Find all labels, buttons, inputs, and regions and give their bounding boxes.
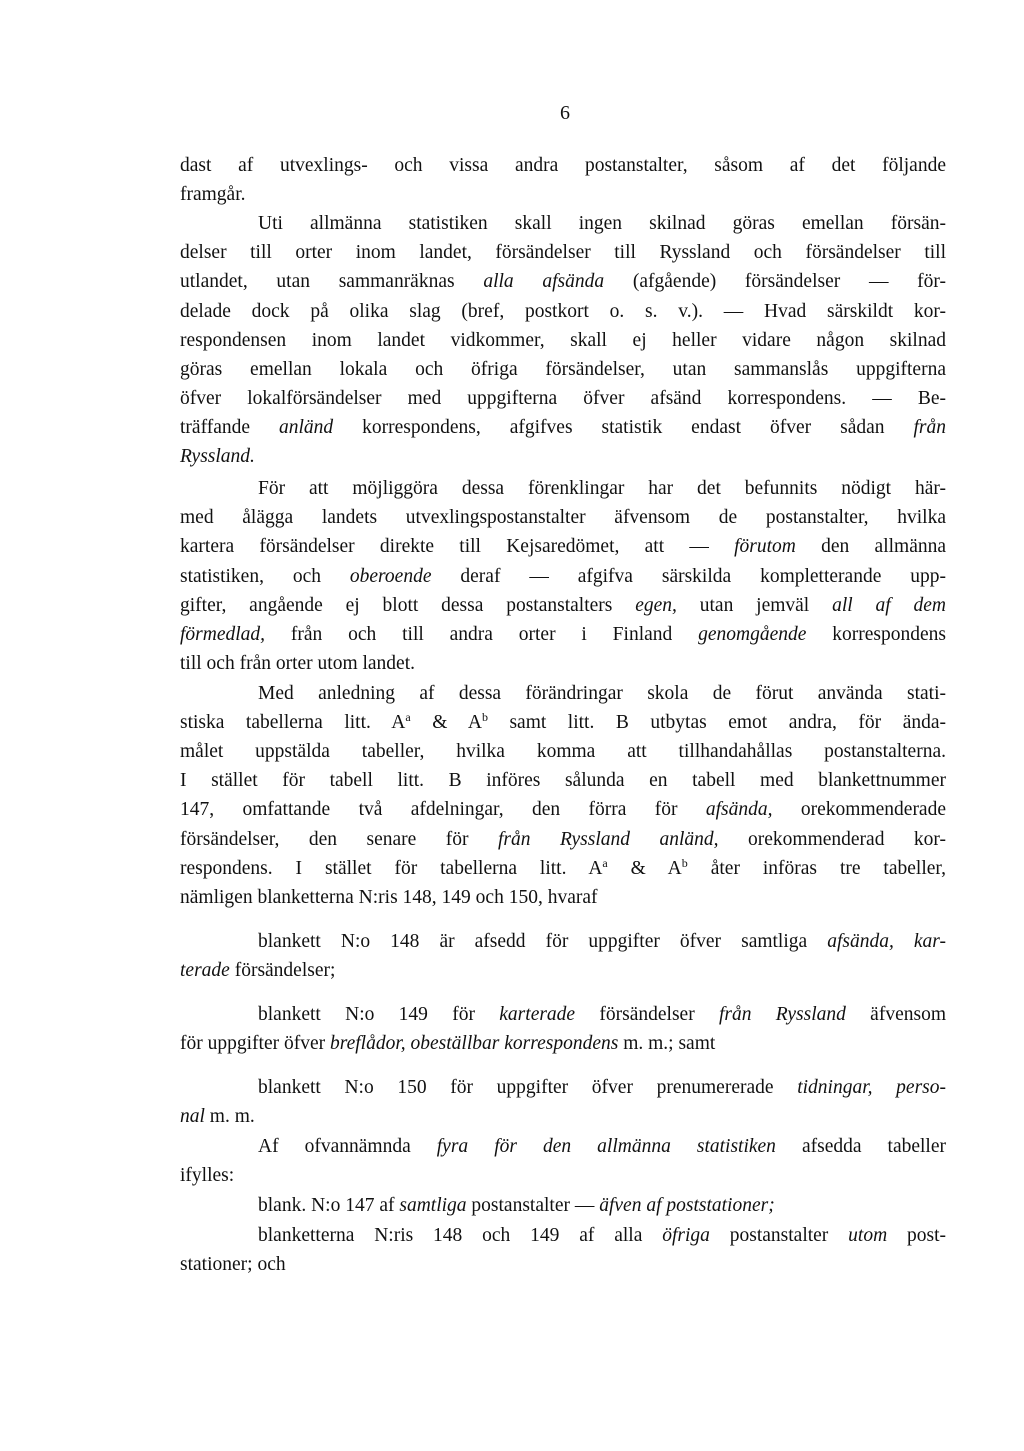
text-segment: respondensen inom landet vidkommer, skall ej heller vidare någon skilnad bbox=[180, 330, 946, 351]
text-segment: äfvensom bbox=[845, 1004, 946, 1025]
text-segment: till och från orter utom landet. bbox=[180, 653, 416, 674]
text-line bbox=[180, 594, 946, 618]
text-segment: blankett N:o 150 för uppgifter öfver prenumererade bbox=[258, 1077, 798, 1098]
text-line bbox=[180, 270, 946, 294]
text-segment: korrespondens bbox=[806, 624, 946, 645]
italic-text: terade bbox=[180, 960, 230, 981]
italic-text: från Ryssland bbox=[719, 1004, 846, 1025]
text-segment: statistiken, och bbox=[180, 566, 350, 587]
text-line bbox=[180, 1164, 946, 1188]
text-line bbox=[258, 682, 946, 706]
text-segment: Af ofvannämnda bbox=[258, 1136, 437, 1157]
text-segment: gifter, angående ej blott dessa postanstalters bbox=[180, 595, 636, 616]
text-segment: försändelser bbox=[575, 1004, 719, 1025]
text-line bbox=[180, 828, 946, 852]
text-segment: (afgående) försändelser — för- bbox=[604, 271, 947, 292]
text-line bbox=[180, 445, 946, 469]
text-segment: blanketterna N:ris 148 och 149 af alla bbox=[258, 1225, 663, 1246]
text-line bbox=[258, 212, 946, 236]
text-line bbox=[180, 886, 946, 910]
text-line bbox=[180, 416, 946, 440]
text-line bbox=[180, 300, 946, 324]
text-segment: postanstalter — bbox=[466, 1195, 600, 1216]
text-segment: stationer; och bbox=[180, 1254, 286, 1275]
text-segment: Med anledning af dessa förändringar skola de förut använda stati- bbox=[258, 683, 946, 704]
italic-text: öfriga bbox=[662, 1225, 710, 1246]
text-line bbox=[258, 930, 946, 954]
text-line bbox=[180, 358, 946, 382]
text-segment: ifylles: bbox=[180, 1165, 235, 1186]
italic-text: afsända, bbox=[705, 799, 773, 820]
italic-text: egen, bbox=[635, 595, 677, 616]
text-segment: för uppgifter öfver bbox=[180, 1033, 330, 1054]
text-segment: respondens. I stället för tabellerna litt. A bbox=[180, 858, 603, 879]
text-segment: försändelser; bbox=[229, 960, 336, 981]
text-segment: samt litt. B utbytas emot andra, för ända- bbox=[487, 712, 946, 733]
text-segment: För att möjliggöra dessa förenklingar har det befunnits nödigt här- bbox=[258, 478, 946, 499]
text-segment: försändelser, den senare för bbox=[180, 829, 498, 850]
text-segment: afsedda tabeller bbox=[775, 1136, 946, 1157]
text-segment: med ålägga landets utvexlingspostanstalter äfvensom de postanstalter, hvilka bbox=[180, 507, 946, 528]
text-segment: träffande bbox=[180, 417, 279, 438]
superscript: a bbox=[405, 710, 411, 724]
text-segment: framgår. bbox=[180, 184, 246, 205]
text-segment: & A bbox=[410, 712, 482, 733]
superscript: a bbox=[602, 856, 608, 870]
italic-text: fyra för den allmänna statistiken bbox=[436, 1136, 776, 1157]
text-line bbox=[258, 1194, 946, 1218]
italic-text: förutom bbox=[734, 536, 796, 557]
text-segment: post- bbox=[887, 1225, 946, 1246]
text-line bbox=[258, 1135, 946, 1159]
text-segment: blankett N:o 149 för bbox=[258, 1004, 500, 1025]
text-segment: stiska tabellerna litt. A bbox=[180, 712, 406, 733]
italic-text: Ryssland. bbox=[180, 446, 255, 467]
text-segment: från och till andra orter i Finland bbox=[265, 624, 699, 645]
text-line bbox=[180, 241, 946, 265]
text-segment: dast af utvexlings- och vissa andra postanstalter, såsom af det följande bbox=[180, 155, 946, 176]
text-segment: blankett N:o 148 är afsedd för uppgifter öfver samtliga bbox=[258, 931, 828, 952]
text-line bbox=[180, 857, 946, 881]
superscript: b bbox=[681, 856, 688, 870]
text-segment: kartera försändelser direkte till Kejsaredömet, att — bbox=[180, 536, 735, 557]
text-segment: m. m.; samt bbox=[618, 1033, 716, 1054]
text-segment: m. m. bbox=[204, 1106, 255, 1127]
text-line bbox=[180, 506, 946, 530]
italic-text: afsända, kar- bbox=[827, 931, 946, 952]
text-line bbox=[180, 183, 946, 207]
text-segment: I stället för tabell litt. B införes sålunda en tabell med blankettnummer bbox=[180, 770, 946, 791]
page-number: 6 bbox=[560, 102, 570, 124]
text-segment: öfver lokalförsändelser med uppgifterna öfver afsänd korrespondens. — Be- bbox=[180, 388, 946, 409]
text-segment: orekommenderade bbox=[772, 799, 946, 820]
italic-text: alla afsända bbox=[483, 271, 605, 292]
text-segment: utlandet, utan sammanräknas bbox=[180, 271, 484, 292]
text-line bbox=[180, 387, 946, 411]
text-line bbox=[180, 959, 946, 983]
text-line bbox=[180, 1105, 946, 1129]
text-segment: postanstalter bbox=[709, 1225, 849, 1246]
italic-text: anländ bbox=[279, 417, 334, 438]
text-segment: & A bbox=[607, 858, 682, 879]
text-line bbox=[258, 477, 946, 501]
text-line bbox=[180, 711, 946, 735]
italic-text: från bbox=[913, 417, 946, 438]
text-line bbox=[180, 652, 946, 676]
text-line bbox=[258, 1003, 946, 1027]
text-line bbox=[180, 329, 946, 353]
italic-text: tidningar, perso- bbox=[797, 1077, 946, 1098]
text-line bbox=[180, 798, 946, 822]
text-segment: den allmänna bbox=[795, 536, 947, 557]
italic-text: nal bbox=[180, 1106, 205, 1127]
text-segment: åter införas tre tabeller, bbox=[687, 858, 946, 879]
italic-text: genomgående bbox=[698, 624, 807, 645]
text-segment: deraf — afgifva särskilda kompletterande upp- bbox=[431, 566, 946, 587]
text-segment: nämligen blanketterna N:ris 148, 149 och 150, hvaraf bbox=[180, 887, 598, 908]
text-segment: blank. N:o 147 af bbox=[258, 1195, 400, 1216]
text-segment: göras emellan lokala och öfriga försändelser, utan sammanslås uppgifterna bbox=[180, 359, 946, 380]
text-segment: målet uppstälda tabeller, hvilka komma att tillhandahållas postanstalterna. bbox=[180, 741, 946, 762]
italic-text: samtliga bbox=[399, 1195, 467, 1216]
text-segment: utan jemväl bbox=[676, 595, 833, 616]
text-segment: 147, omfattande två afdelningar, den förra för bbox=[180, 799, 706, 820]
text-segment: Uti allmänna statistiken skall ingen skilnad göras emellan försän- bbox=[258, 213, 946, 234]
italic-text: förmedlad, bbox=[180, 624, 266, 645]
italic-text: utom bbox=[848, 1225, 888, 1246]
text-line bbox=[180, 535, 946, 559]
italic-text: från Ryssland anländ, bbox=[497, 829, 719, 850]
italic-text: all af dem bbox=[832, 595, 947, 616]
text-segment: korrespondens, afgifves statistik endast öfver sådan bbox=[333, 417, 914, 438]
text-segment: delade dock på olika slag (bref, postkort o. s. v.). — Hvad särskildt kor- bbox=[180, 301, 946, 322]
italic-text: oberoende bbox=[349, 566, 432, 587]
italic-text: äfven af poststationer; bbox=[599, 1195, 775, 1216]
italic-text: breflådor, obeställbar korrespondens bbox=[329, 1033, 619, 1054]
text-line bbox=[180, 565, 946, 589]
text-line bbox=[180, 154, 946, 178]
text-segment: orekommenderad kor- bbox=[718, 829, 947, 850]
text-line bbox=[258, 1076, 946, 1100]
text-line bbox=[180, 623, 946, 647]
text-line bbox=[180, 769, 946, 793]
text-line bbox=[180, 740, 946, 764]
superscript: b bbox=[481, 710, 488, 724]
text-line bbox=[180, 1032, 946, 1056]
text-line bbox=[258, 1224, 946, 1248]
text-line bbox=[180, 1253, 946, 1277]
text-segment: delser till orter inom landet, försändelser till Ryssland och försändelser till bbox=[180, 242, 946, 263]
italic-text: karterade bbox=[499, 1004, 576, 1025]
